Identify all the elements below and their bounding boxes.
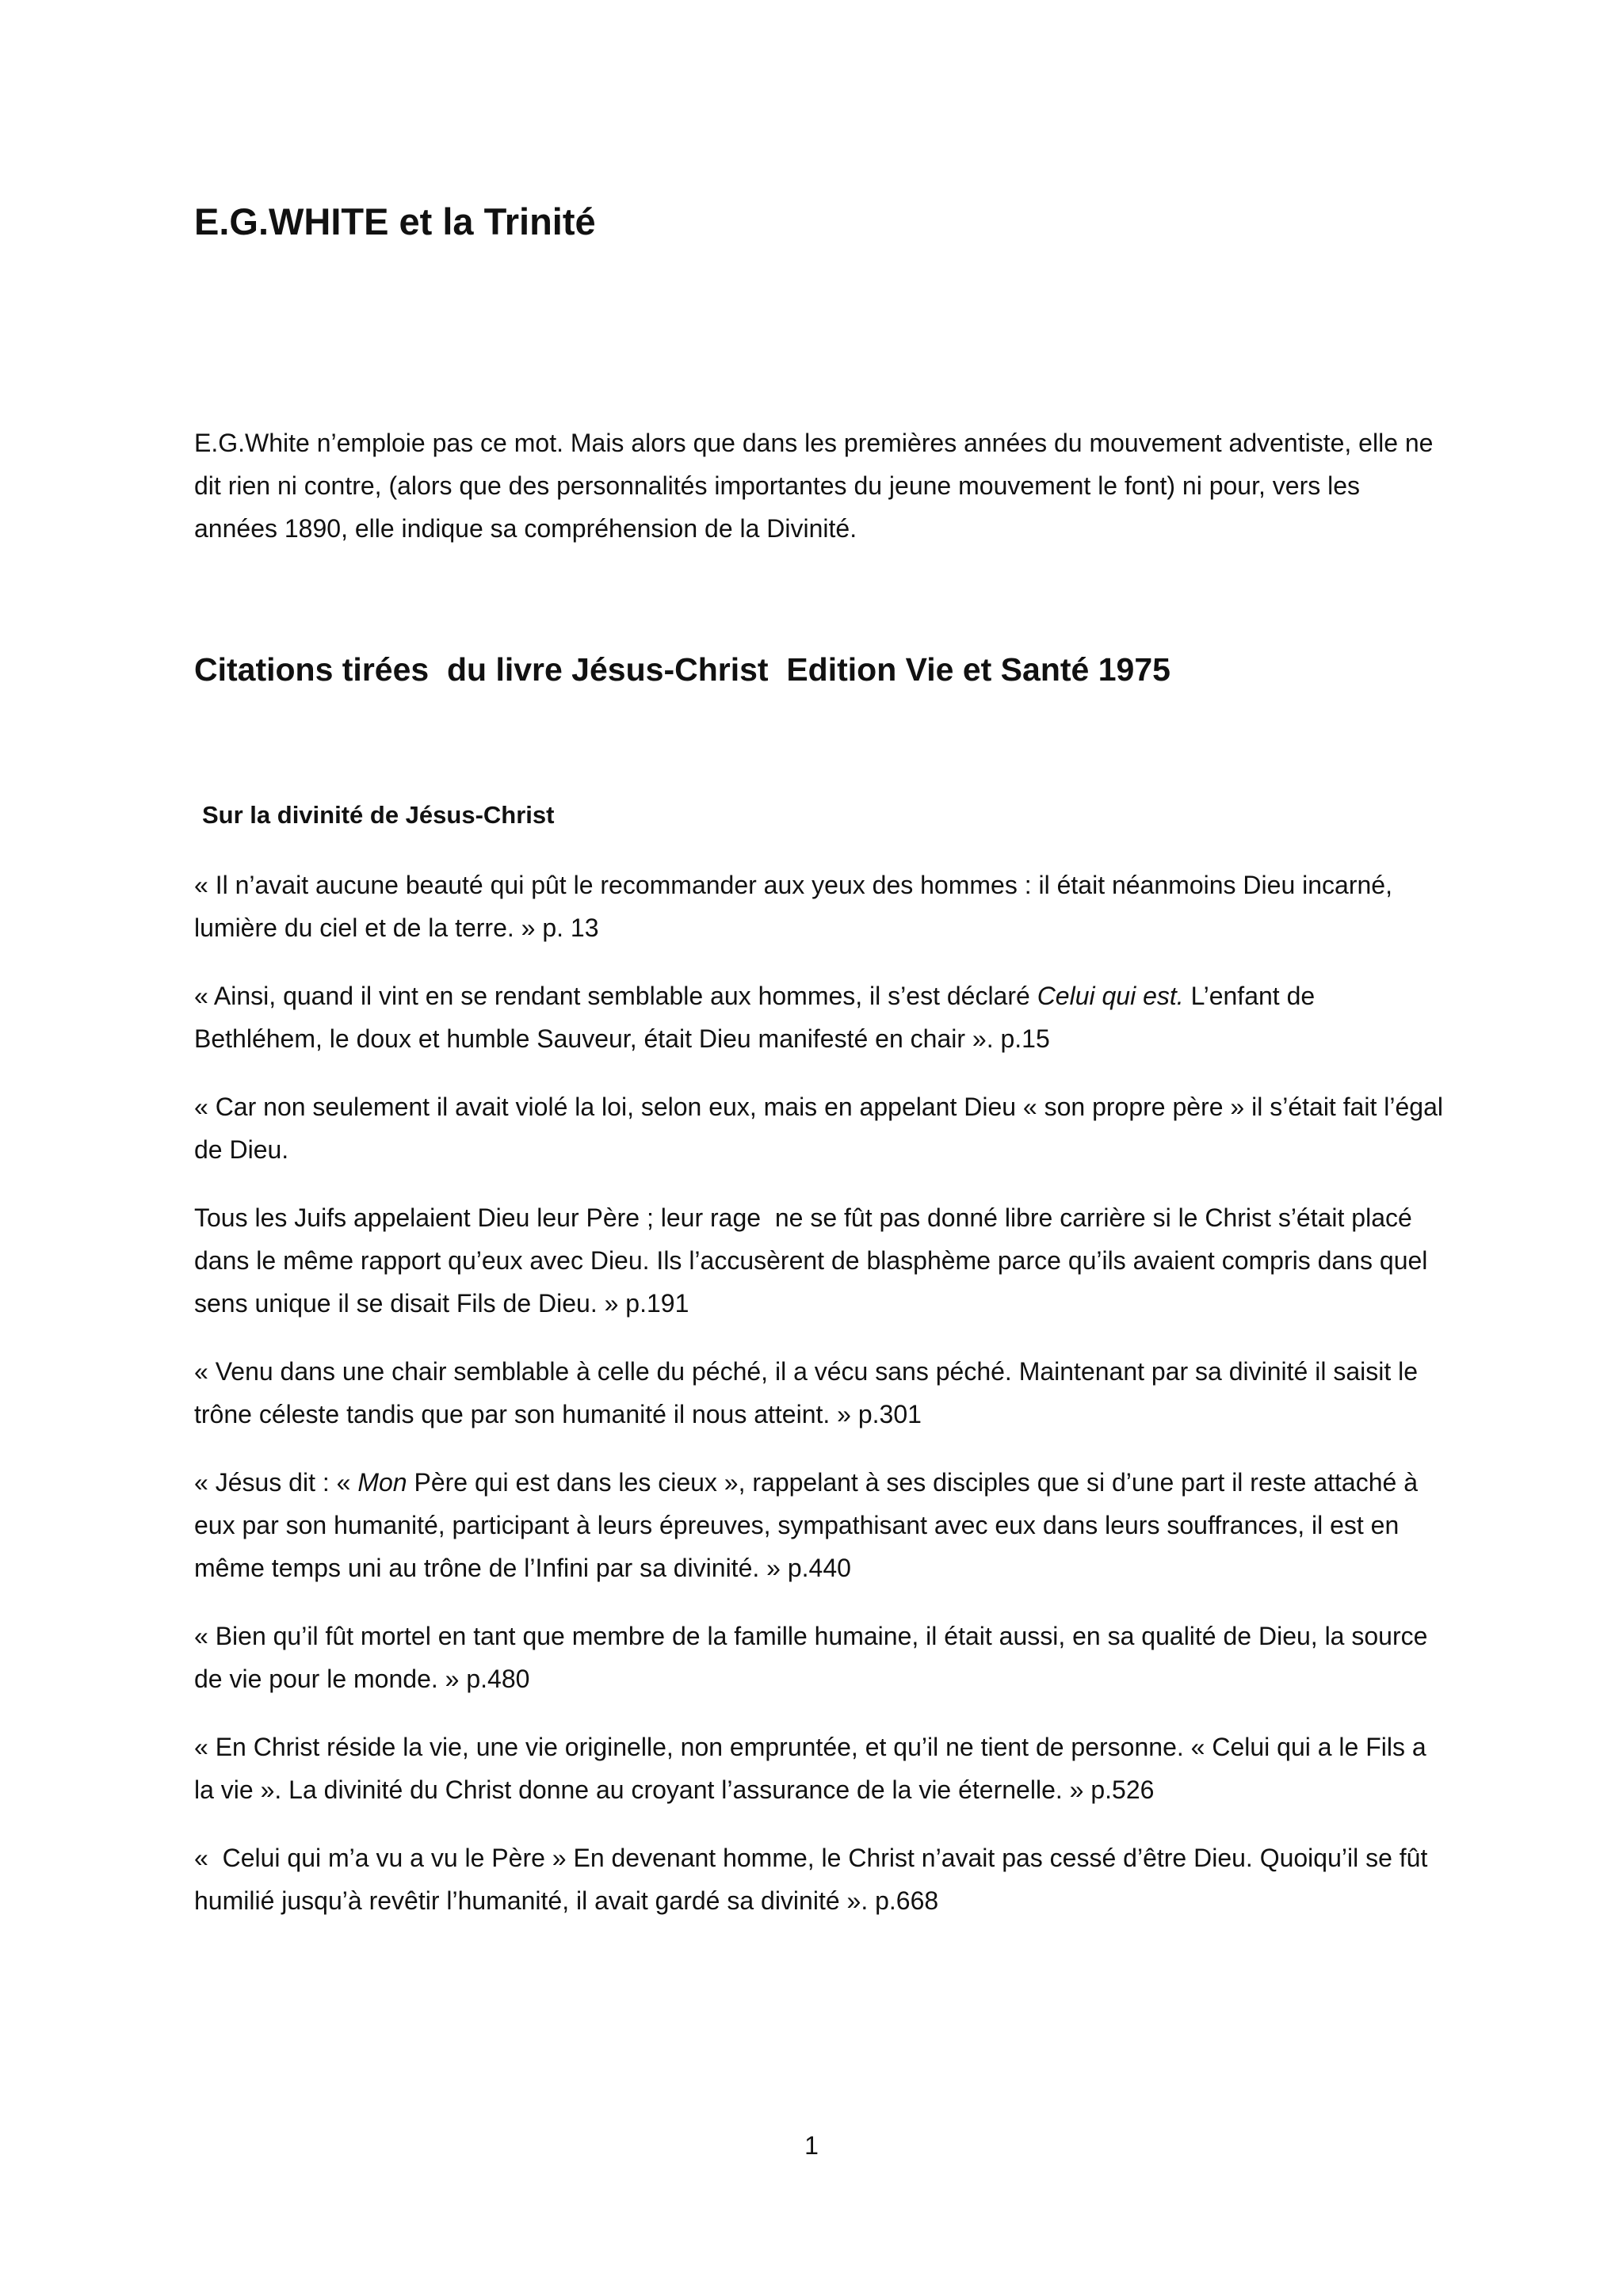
quote-italic-text: Celui qui est. [1037,982,1184,1010]
quote-text: « Venu dans une chair semblable à celle du péché, il a vécu sans péché. Maintenant par sa divinité il saisit le trône céleste tandis que par son humanité il nous atteint. » p.301 [194,1357,1425,1428]
quote-paragraph [194,1461,1446,1589]
quote-text: « Car non seulement il avait violé la loi, selon eux, mais en appelant Dieu « son propre père » il s’était fait l’égal de Dieu. [194,1093,1450,1164]
quote-paragraph [194,1726,1446,1811]
quote-text: « En Christ réside la vie, une vie originelle, non empruntée, et qu’il ne tient de personne. « Celui qui a le Fils a la vie ». La divinité du Christ donne au croyant l’assurance de la vie éternelle. » p.526 [194,1733,1434,1804]
quote-paragraph [194,974,1446,1060]
quote-text: « Jésus dit : « [194,1468,358,1497]
quote-text: « Celui qui m’a vu a vu le Père » En devenant homme, le Christ n’avait pas cessé d’être Dieu. Quoiqu’il se fût humilié jusqu’à revêtir l’humanité, il avait gardé sa divinité ». p.668 [194,1844,1435,1915]
quote-text: « Bien qu’il fût mortel en tant que membre de la famille humaine, il était aussi, en sa qualité de Dieu, la source de vie pour le monde. » p.480 [194,1622,1435,1693]
quote-text-end: L’enfant de Bethléhem, le doux et humble Sauveur, était Dieu manifesté en chair ». p.15 [194,982,1323,1053]
section-title: Citations tirées du livre Jésus-Christ Edition Vie et Santé 1975 [194,651,1170,688]
quote-paragraph [194,864,1446,949]
quote-text: Tous les Juifs appelaient Dieu leur Père ; leur rage ne se fût pas donné libre carrière si le Christ s’était placé dans le même rapport qu’eux avec Dieu. Ils l’accusèrent de blasphème parce qu’ils avaient compris dans quel sens unique il se disait Fils de Dieu. » p.191 [194,1203,1435,1318]
quotes-list [194,864,1450,1947]
quote-paragraph [194,1615,1446,1700]
quote-text: « Ainsi, quand il vint en se rendant semblable aux hommes, il s’est déclaré [194,982,1037,1010]
quote-italic-text: Mon [357,1468,407,1497]
quote-text: « Il n’avait aucune beauté qui pût le recommander aux yeux des hommes : il était néanmoins Dieu incarné, lumière du ciel et de la terre. » p. 13 [194,871,1400,942]
quote-paragraph [194,1350,1446,1436]
subsection-title: Sur la divinité de Jésus-Christ [202,801,555,829]
quote-text-end: Père qui est dans les cieux », rappelant à ses disciples que si d’une part il reste attaché à eux par son humanité, participant à leurs épreuves, sympathisant avec eux dans leurs souffrances, il est en même temps uni au trône de l’Infini par sa divinité. » p.440 [194,1468,1425,1582]
intro-paragraph: E.G.White n’emploie pas ce mot. Mais alors que dans les premières années du mouvement adventiste, elle ne dit rien ni contre, (alors que des personnalités importantes du jeune mouvement le font) ni pour, vers les années 1890, elle indique sa compréhension de la Divinité. [194,429,1434,543]
quote-paragraph [194,1196,1446,1325]
page-number: 1 [804,2131,819,2160]
quote-paragraph [194,1085,1450,1171]
document-title: E.G.WHITE et la Trinité [194,200,596,242]
quote-paragraph [194,1836,1446,1922]
